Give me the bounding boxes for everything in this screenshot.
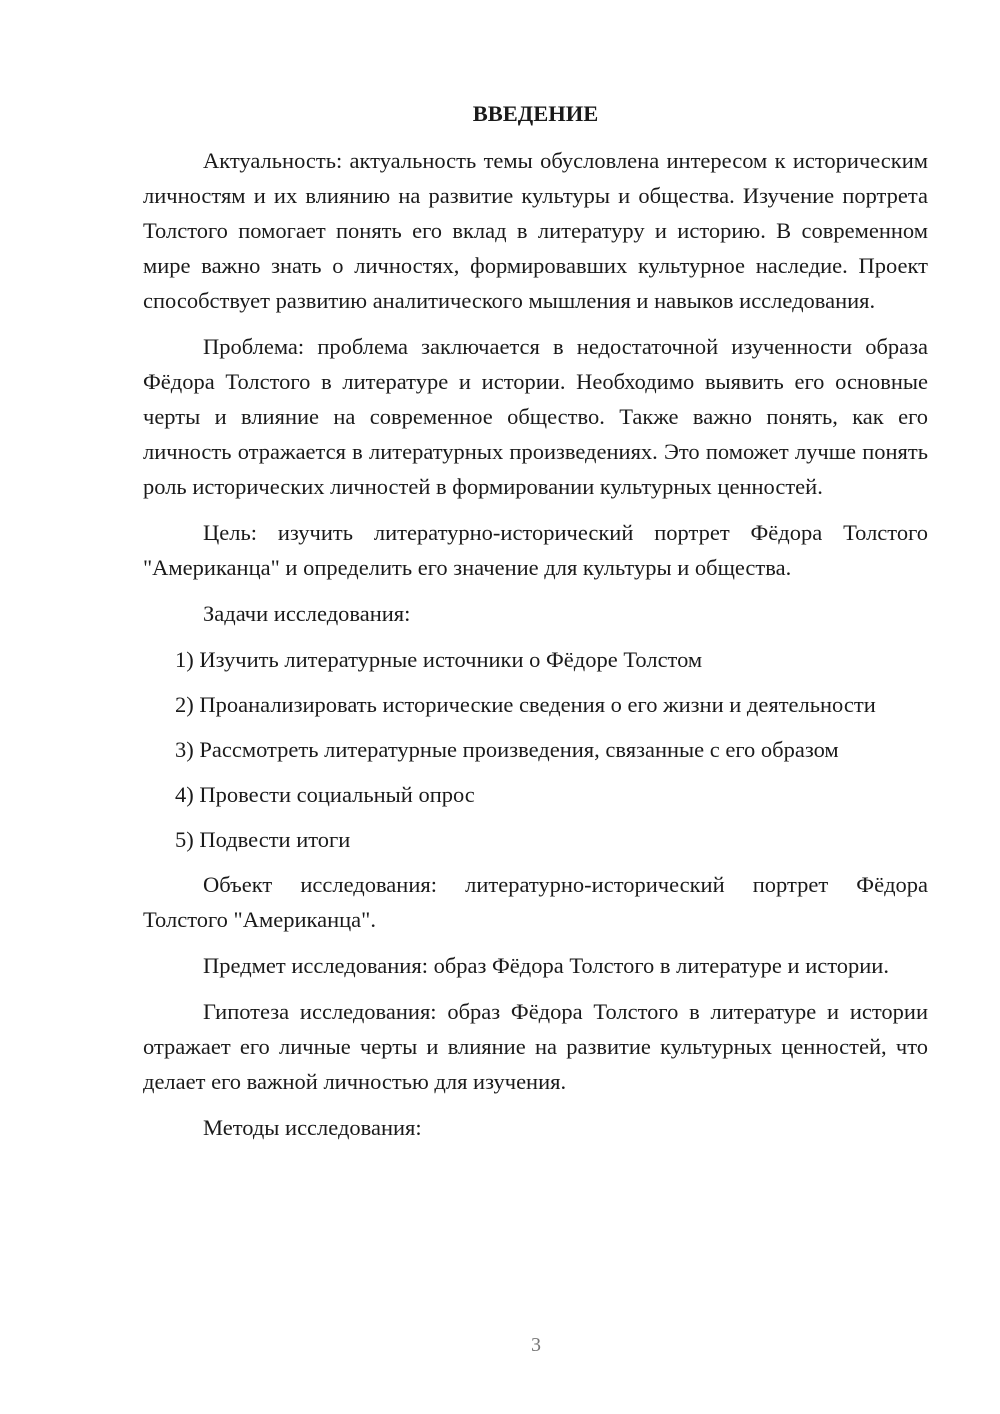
task-item: 2) Проанализировать исторические сведения о его жизни и деятельности (175, 692, 876, 717)
page-content (143, 96, 928, 1156)
goal-paragraph: Цель: изучить литературно-исторический портрет Фёдора Толстого "Американца" и определить его значение для культуры и общества. (143, 520, 928, 580)
problem-paragraph: Проблема: проблема заключается в недостаточной изученности образа Фёдора Толстого в литературе и истории. Необходимо выявить его основные черты и влияние на современное общество. Также важно понять, как его личность отражается в литературных произведениях. Это поможет лучше понять роль исторических личностей в формировании культурных ценностей. (143, 334, 928, 499)
task-item: 4) Провести социальный опрос (175, 782, 475, 807)
methods-paragraph: Методы исследования: (203, 1115, 422, 1140)
section-heading: ВВЕДЕНИЕ (472, 101, 599, 126)
relevance-paragraph: Актуальность: актуальность темы обусловлена интересом к историческим личностям и их влиянию на развитие культуры и общества. Изучение портрета Толстого помогает понять его вклад в литературу и историю. В современном мире важно знать о личностях, формировавших культурное наследие. Проект способствует развитию аналитического мышления и навыков исследования. (143, 148, 928, 313)
task-item: 1) Изучить литературные источники о Фёдоре Толстом (175, 647, 703, 672)
page-number: 3 (531, 1334, 541, 1356)
object-paragraph: Объект исследования: литературно-исторический портрет Фёдора Толстого "Американца". (143, 872, 928, 932)
task-item: 5) Подвести итоги (175, 827, 351, 852)
subject-paragraph: Предмет исследования: образ Фёдора Толстого в литературе и истории. (203, 953, 889, 978)
tasks-heading: Задачи исследования: (203, 601, 411, 626)
hypothesis-paragraph: Гипотеза исследования: образ Фёдора Толстого в литературе и истории отражает его личные черты и влияние на развитие культурных ценностей, что делает его важной личностью для изучения. (143, 999, 928, 1094)
task-item: 3) Рассмотреть литературные произведения, связанные с его образом (175, 737, 839, 762)
